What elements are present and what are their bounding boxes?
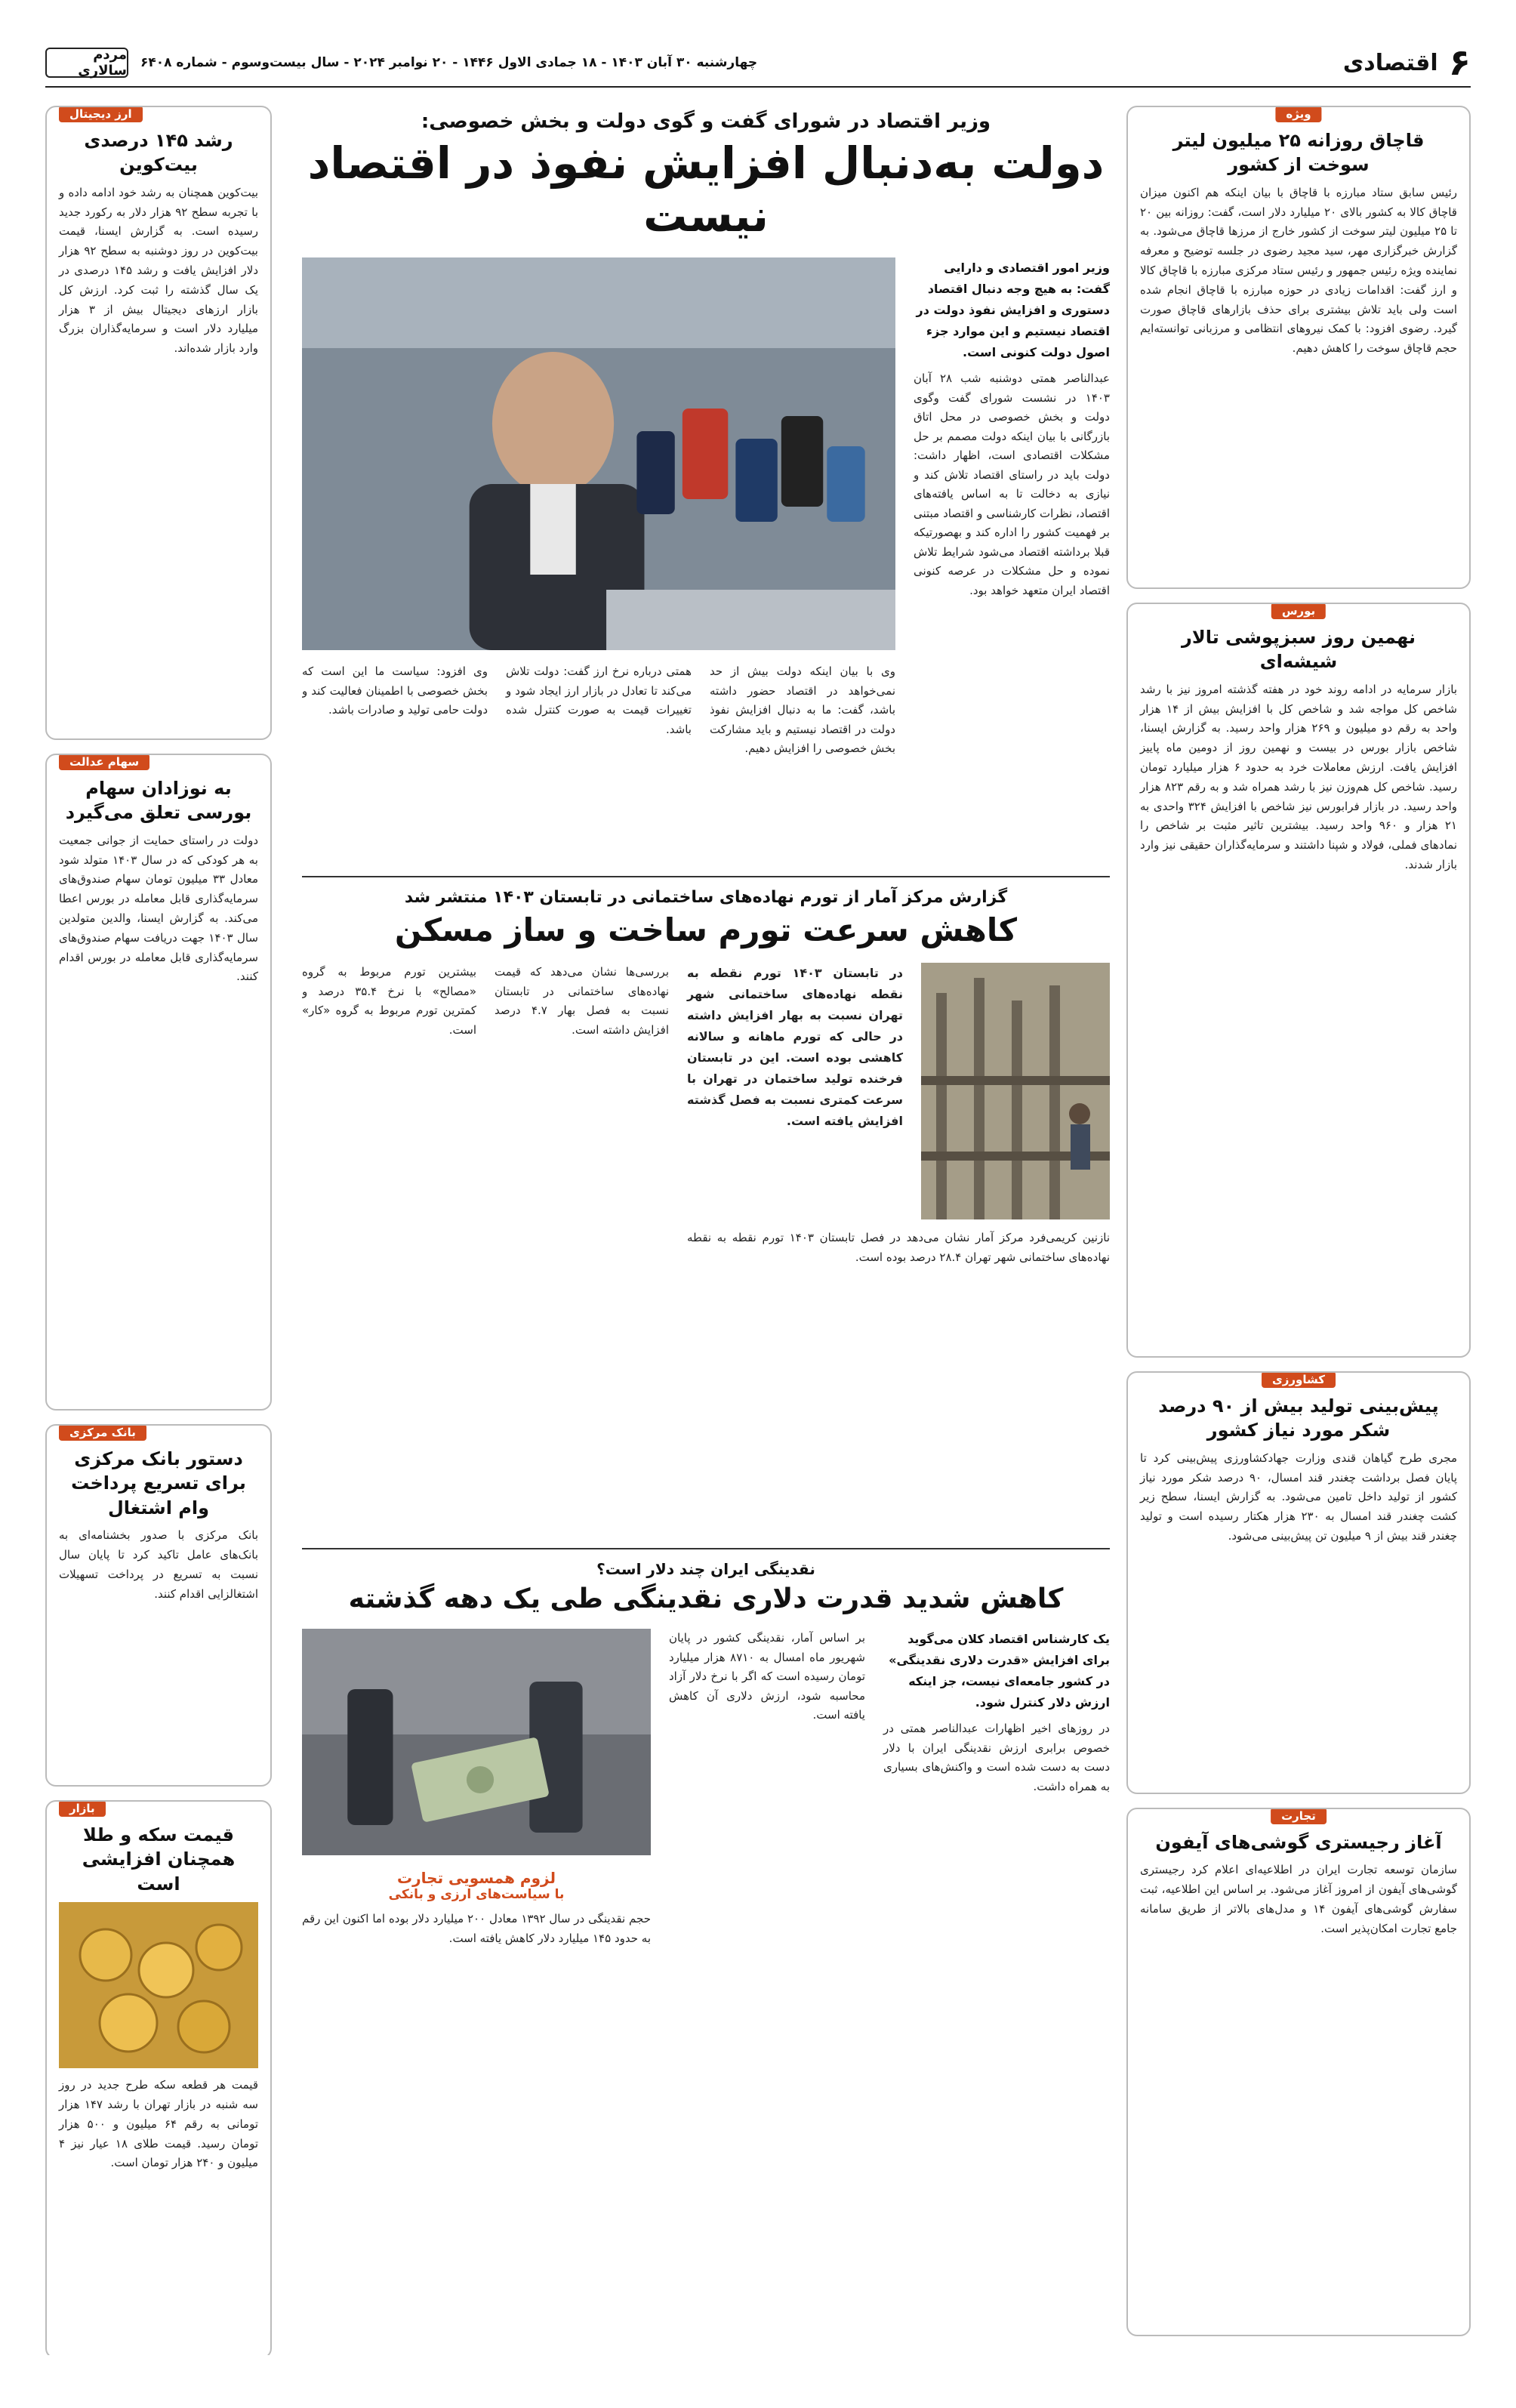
story-lead: وزیر امور اقتصادی و دارایی گفت: به هیچ وجه دنبال اقتصاد دستوری و افزایش نفوذ دولت در اقتصاد نیستیم و این موارد جزء اصول دولت کنونی است. (916, 261, 1110, 360)
story-paragraph: وی افزود: سیاست ما این است که بخش خصوصی با اطمینان فعالیت کند و دولت حامی تولید و صادرات باشد. (302, 664, 488, 717)
story-paragraph: نازنین کریمی‌فرد مرکز آمار نشان می‌دهد در فصل تابستان ۱۴۰۳ تورم نقطه به نقطه نهاده‌های ساختمانی شهر تهران ۲۸.۴ درصد بوده است. (687, 1231, 1110, 1264)
story-lead: در تابستان ۱۴۰۳ تورم نقطه به نقطه نهاده‌های ساختمانی شهر تهران نسبت به بهار افزایش داشته در حالی که تورم ماهانه و سالانه کاهشی بوده است. این در تابستان فرخنده تولید ساختمان در تهران با سرعت کمتری نسبت به فصل گذشته افزایش یافته است. (687, 966, 903, 1129)
story-paragraph: وی با بیان اینکه دولت بیش از حد نمی‌خواهد در اقتصاد حضور داشته باشد، گفت: ما به دنبال افزایش نفوذ دولت در اقتصاد نیستیم و باید مشارکت بخش خصوصی را افزایش دهیم. (710, 664, 895, 756)
section-tag: ویژه (1275, 106, 1321, 122)
article-headline: قاچاق روزانه ۲۵ میلیون لیتر سوخت از کشور (1172, 130, 1425, 176)
article-body: مجری طرح گیاهان قندی وزارت جهادکشاورزی پیش‌بینی کرد تا پایان فصل برداشت چغندر قند امسال، ۹۰ درصد شکر مورد نیاز کشور از تولید داخل تامین می‌شود. به گزارش ایسنا، سطح زیر کشت چغندر قند امسال به ۲۳۰ هزار هکتار رسیده است و تولید چغندر قند بیش از ۹ میلیون تن پیش‌بینی می‌شود. (1140, 1451, 1457, 1543)
bourse-box (1126, 603, 1471, 1358)
minister-photo (302, 257, 895, 650)
story-paragraph: عبدالناصر همتی دوشنبه شب ۲۸ آبان ۱۴۰۳ در نشست شورای گفت وگوی دولت و بخش خصوصی در محل اتاق بازرگانی با بیان اینکه دولت مصمم بر حل مشکلات اقتصادی است، اظهار داشت: دولت باید در راستای اقتصاد تلاش کند و نیازی به دخالت تا به اساس یافته‌های اقتصاد، نظرات کارشناسی و اقتصاد مبتنی بر فهمیت کشور را اداره کند و بهصورتیکه قبلا برداشته اقتصاد می‌شود شرایط تلاش نموده و حل مشکلات در عرصه کنونی اقتصاد ایران متعهد خواهد بود. (914, 372, 1110, 597)
article-headline: دستور بانک مرکزی برای تسریع پرداخت وام اشتغال (71, 1448, 246, 1518)
lead-text-column (914, 257, 1110, 759)
page-number-block (1343, 42, 1471, 84)
currency-photo (302, 1629, 651, 1855)
trade-box (1126, 1808, 1471, 2336)
story-lead: یک کارشناس اقتصاد کلان می‌گوید برای افزایش «قدرت دلاری نقدینگی» در کشور جامعه‌ای نیست، جز اینکه ارزش دلار کنترل شود. (889, 1632, 1110, 1710)
construction-photo (921, 963, 1110, 1219)
article-headline: رشد ۱۴۵ درصدی بیت‌کوین (84, 130, 233, 176)
article-headline: آغاز رجیستری گوشی‌های آیفون (1155, 1832, 1442, 1853)
story-paragraph: بررسی‌ها نشان می‌دهد که قیمت نهاده‌های ساختمانی در تابستان نسبت به فصل بهار ۴.۷ درصد افزایش داشته است. (495, 965, 669, 1037)
newspaper-logo: مردم سالاری (45, 48, 128, 78)
dateline: چهارشنبه ۳۰ آبان ۱۴۰۳ - ۱۸ جمادی الاول ۱۴۴۶ - ۲۰ نوامبر ۲۰۲۴ - سال بیست‌وسوم - شماره ۶۴۰۸ (140, 55, 758, 70)
section-tag: سهام عدالت (59, 754, 149, 770)
right-column (1126, 106, 1471, 2355)
article-body: بازار سرمایه در ادامه روند خود در هفته گذشته امروز نیز با رشد شاخص کل مواجه شد و شاخص کل با افزایش بیش از ۱۴ هزار واحد به رقم دو میلیون و ۲۶۹ هزار واحد رسید. به گزارش ایسنا، شاخص بازار بورس در بیست و نهمین روز از دومین ماه پاییز افزایش یافت. ارزش معاملات خرد به حدود ۶ هزار میلیارد تومان رسید. شاخص کل هم‌وزن نیز با رشد همراه شد و به رقم ۸۲۳ هزار واحد رسید. در بازار فرابورس نیز شاخص با افزایش ۳۲۴ واحدی به ۲۱ هزار و ۹۶۰ واحد رسید. بیشترین تاثیر مثبت بر شاخص را نمادهای فملی، فولاد و شپنا داشتند و سرمایه‌گذاران حقیقی نیز وارد بازار شدند. (1140, 682, 1458, 871)
construction-body (302, 963, 1110, 1267)
section-tag: کشاورزی (1262, 1371, 1336, 1388)
pullquote (302, 1869, 651, 1902)
section-title: اقتصادی (1342, 49, 1438, 76)
middle-column (302, 106, 1110, 2355)
justice-shares-box (45, 754, 272, 1411)
lead-story (302, 110, 1110, 865)
pullquote-subtitle: با سیاست‌های ارزی و بانکی (388, 1887, 565, 1903)
page-number: ۶ (1448, 42, 1471, 84)
story-headline: دولت به‌دنبال افزایش نفوذ در اقتصاد نیست (307, 137, 1105, 242)
dollar-bill-icon (302, 1629, 651, 1855)
lead-photo-column (302, 257, 895, 759)
press-conference-icon (302, 257, 895, 650)
story-kicker: نقدینگی ایران چند دلار است؟ (596, 1560, 815, 1578)
section-tag: ارز دیجیتال (59, 106, 143, 122)
article-body: سازمان توسعه تجارت ایران در اطلاعیه‌ای اعلام کرد رجیستری گوشی‌های آیفون از امروز آغاز می‌شود. بر اساس این اطلاعیه، ثبت سفارش گوشی‌های آیفون ۱۴ و مدل‌های بالاتر از طریق سامانه جامع تجارت امکان‌پذیر است. (1140, 1863, 1458, 1935)
construction-story (302, 888, 1110, 1537)
article-headline: پیش‌بینی تولید بیش از ۹۰ درصد شکر مورد نیاز کشور (1158, 1395, 1439, 1441)
coins-icon (59, 1902, 258, 2068)
building-site-icon (921, 963, 1110, 1219)
liquidity-mid-column (669, 1629, 865, 1948)
article-body: قیمت هر قطعه سکه طرح جدید در روز سه شنبه در بازار تهران با رشد ۱۴۷ هزار تومانی به رقم ۶۴ میلیون و ۵۰۰ هزار تومان رسید. قیمت طلای ۱۸ عیار نیز ۴ میلیون و ۲۴۰ هزار تومان است. (59, 2078, 259, 2170)
masthead (45, 39, 1471, 88)
story-paragraph: بیشترین تورم مربوط به گروه «مصالح» با نرخ ۳۵.۴ درصد و کمترین تورم مربوط به گروه «کار» است. (302, 965, 476, 1037)
story-kicker: وزیر اقتصاد در شورای گفت و گوی دولت و بخش خصوصی: (421, 110, 991, 133)
liquidity-body (302, 1629, 1110, 1948)
section-divider (302, 876, 1110, 877)
story-paragraph: در روزهای اخیر اظهارات عبدالناصر همتی در خصوص برابری ارزش نقدینگی ایران با دلار دست به دست شده است و واکنش‌های بسیاری به همراه داشت. (883, 1722, 1110, 1793)
construction-lead-column (687, 963, 1110, 1267)
gold-box (45, 1800, 272, 2355)
lead-columns (302, 662, 895, 759)
liquidity-lead-column (883, 1629, 1110, 1948)
masthead-left (45, 48, 757, 78)
liquidity-photo-column (302, 1629, 651, 1948)
gold-coins-photo (59, 1902, 258, 2068)
section-divider (302, 1548, 1110, 1549)
story-paragraph: همتی درباره نرخ ارز گفت: دولت تلاش می‌کند تا تعادل در بازار ارز ایجاد شود و تغییرات قیمت به صورت کنترل شده باشد. (506, 664, 692, 736)
section-tag: تجارت (1271, 1808, 1326, 1824)
story-headline: کاهش سرعت تورم ساخت و ساز مسکن (394, 911, 1018, 948)
article-body: بیت‌کوین همچنان به رشد خود ادامه داده و با تجربه سطح ۹۲ هزار دلار به رکورد جدید رسیده است. به گزارش ایسنا، قیمت بیت‌کوین در روز دوشنبه به سطح ۹۲ هزار دلار افزایش یافت و رشد ۱۴۵ درصدی در یک سال گذشته را ثبت کرد. ارزش کل بازار ارزهای دیجیتال بیش از ۳ هزار میلیارد دلار است و سرمایه‌گذاران بزرگ وارد بازار شده‌اند. (59, 185, 259, 356)
liquidity-story (302, 1560, 1110, 2355)
article-headline: به نوزادان سهام بورسی تعلق می‌گیرد (65, 778, 252, 824)
section-tag: بازار (59, 1800, 106, 1817)
article-body: دولت در راستای حمایت از جوانی جمعیت به هر کودکی که در سال ۱۴۰۳ متولد شود معادل ۳۳ میلیون تومان سهام صندوق‌های سرمایه‌گذاری قابل معامله در بورس اعطا می‌کند. به گزارش ایسنا، والدین متولدین سال ۱۴۰۳ جهت دریافت سهام صندوق‌های سرمایه‌گذاری قابل معامله در بورس اقدام کنند. (59, 833, 258, 984)
story-paragraph: بر اساس آمار، نقدینگی کشور در پایان شهریور ماه امسال به ۸۷۱۰ هزار میلیارد تومان رسیده است که اگر با نرخ دلار آزاد محاسبه شود، ارزش دلاری آن کاهش یافته است. (669, 1631, 866, 1722)
article-headline: نهمین روز سبزپوشی تالار شیشه‌ای (1182, 627, 1416, 673)
story-kicker: گزارش مرکز آمار از تورم نهاده‌های ساختمانی در تابستان ۱۴۰۳ منتشر شد (404, 888, 1008, 907)
central-bank-box (45, 1424, 272, 1787)
article-body: رئیس سابق ستاد مبارزه با قاچاق با بیان اینکه هم اکنون میزان قاچاق کالا به کشور بالای ۲۰ میلیارد دلار است، گفت: روزانه بین ۲۰ تا ۲۵ میلیون لیتر سوخت از کشور خارج از مرزها قاچاق می‌شود. به گزارش خبرگزاری مهر، سید مجید رضوی در جلسه توضیح و معرفه نماینده ویژه رئیس جمهور و رئیس ستاد مرکزی مبارزه با قاچاق کالا و ارز گفت: اقدامات زیادی در حوزه مبارزه با قاچاق انجام شده است ولی باید تلاش بیشتری برای حذف بازارهای قاچاق صورت گیرد. رضوی افزود: با کمک نیروهای انتظامی و مرزبانی توانسته‌ایم حجم قاچاق سوخت را کاهش دهیم. (1140, 185, 1458, 356)
article-body: بانک مرکزی با صدور بخشنامه‌ای به بانک‌های عامل تاکید کرد تا پایان سال نسبت به تسریع در پرداخت تسهیلات اشتغالزایی اقدام کنند. (59, 1528, 258, 1601)
smuggling-box (1126, 106, 1471, 589)
section-tag: بانک مرکزی (59, 1424, 146, 1441)
lead-story-body (302, 257, 1110, 759)
story-headline: کاهش شدید قدرت دلاری نقدینگی طی یک دهه گذشته (348, 1583, 1064, 1614)
pullquote-title: لزوم همسویی تجارت (397, 1869, 556, 1888)
section-tag: بورس (1271, 603, 1326, 619)
agriculture-box (1126, 1371, 1471, 1794)
article-headline: قیمت سکه و طلا همچنان افزایشی است (82, 1824, 236, 1895)
bitcoin-box (45, 106, 272, 740)
left-column (45, 106, 272, 2355)
story-paragraph: حجم نقدینگی در سال ۱۳۹۲ معادل ۲۰۰ میلیارد دلار بوده اما اکنون این رقم به حدود ۱۴۵ میلیارد دلار کاهش یافته است. (302, 1912, 651, 1945)
construction-top-row (687, 963, 1110, 1219)
